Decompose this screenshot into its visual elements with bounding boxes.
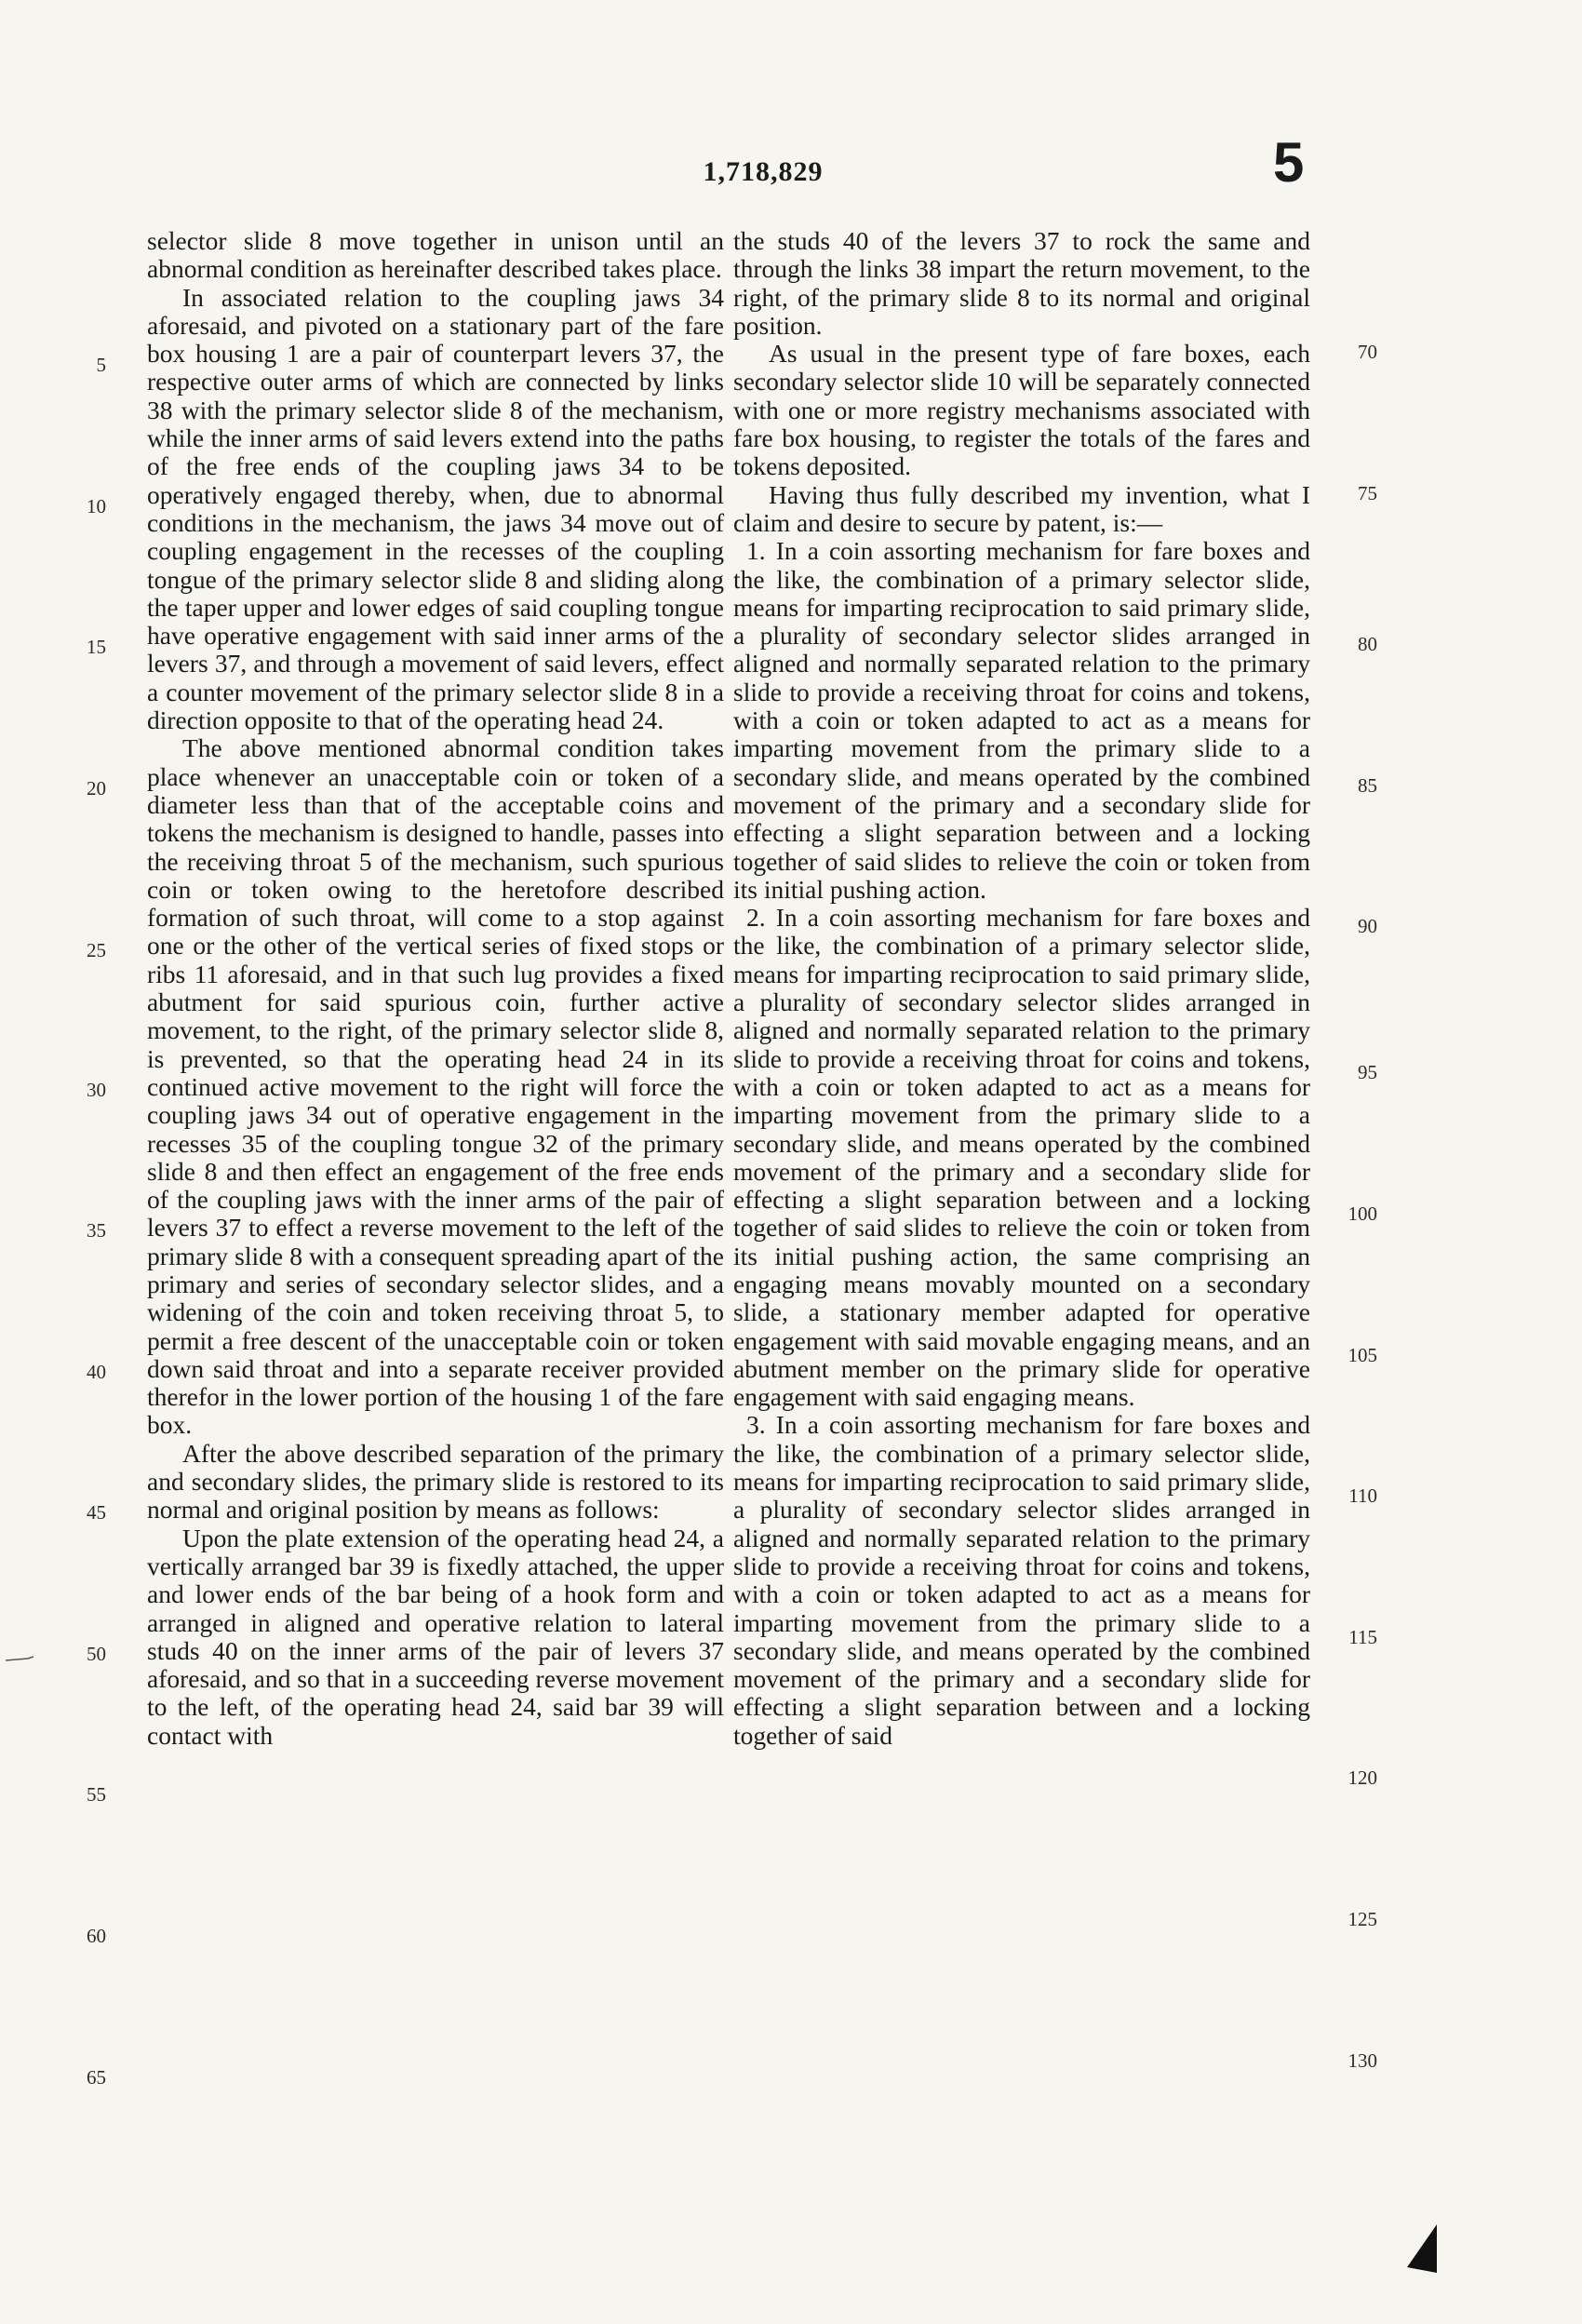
line-number: 80 [1358, 633, 1377, 655]
paragraph: As usual in the present type of fare boxes, each secondary selector slide 10 will be separately connected with one or more registry mechanisms associated with fare box housing, to register the totals of the fares and tokens deposited. [733, 339, 1310, 481]
paragraph: selector slide 8 move together in unison until an abnormal condition as hereinafter described takes place. [147, 226, 724, 284]
line-number: 35 [87, 1219, 106, 1242]
line-number: 30 [87, 1079, 106, 1101]
line-number: 70 [1358, 341, 1377, 363]
line-number: 40 [87, 1361, 106, 1383]
line-number: 95 [1358, 1061, 1377, 1083]
patent-number: 1,718,829 [703, 156, 824, 187]
right-column [733, 227, 1310, 1750]
line-number: 55 [87, 1783, 106, 1806]
paragraph: The above mentioned abnormal condition takes place whenever an unacceptable coin or token of a diameter less than that of the acceptable coins and tokens the mechanism is designed to handle, passes into the receiving throat 5 of the mechanism, such spurious coin or token owing to the heretofore described formation of such throat, will come to a stop against one or the other of the vertical series of fixed stops or ribs 11 aforesaid, and in that such lug provides a fixed abutment for said spurious coin, further active movement, to the right, of the primary selector slide 8, is prevented, so that the operating head 24 in its continued active movement to the right will force the coupling jaws 34 out of operative engagement in the recesses 35 of the coupling tongue 32 of the primary slide 8 and then effect an engagement of the free ends of the coupling jaws with the inner arms of the pair of levers 37 to effect a reverse movement to the left of the primary slide 8 with a consequent spreading apart of the primary and series of secondary selector slides, and a widening of the coin and token receiving throat 5, to permit a free descent of the unacceptable coin or token down said throat and into a separate receiver provided therefor in the lower portion of the housing 1 of the fare box. [147, 733, 724, 1440]
line-number: 85 [1358, 774, 1377, 797]
claim-paragraph: 1. In a coin assorting mechanism for fare boxes and the like, the combination of a primary selector slide, means for imparting reciprocation to said primary slide, a plurality of secondary selector slides arranged in aligned and normally separated relation to the primary slide to provide a receiving throat for coins and tokens, with a coin or token adapted to act as a means for imparting movement from the primary slide to a secondary slide, and means operated by the combined movement of the primary and a secondary slide for effecting a slight separation between and a locking together of said slides to relieve the coin or token from its initial pushing action. [733, 536, 1310, 904]
line-number: 110 [1348, 1484, 1377, 1507]
line-number: 60 [87, 1925, 106, 1947]
line-number: 15 [87, 636, 106, 658]
line-number: 10 [87, 495, 106, 517]
line-number: 90 [1358, 915, 1377, 937]
line-number: 5 [96, 354, 106, 376]
corner-mark-icon [1405, 2224, 1442, 2273]
line-number: 75 [1358, 482, 1377, 504]
line-number: 115 [1348, 1626, 1377, 1648]
paragraph: the studs 40 of the levers 37 to rock the same and through the links 38 impart the return movement, to the right, of the primary slide 8 to its normal and original position. [733, 226, 1310, 340]
line-number: 25 [87, 939, 106, 961]
line-number: 20 [87, 777, 106, 799]
paragraph: After the above described separation of the primary and secondary slides, the primary slide is restored to its normal and original position by means as follows: [147, 1438, 724, 1525]
claim-paragraph: 3. In a coin assorting mechanism for fare boxes and the like, the combination of a primary selector slide, means for imparting reciprocation to said primary slide, a plurality of secondary selector slides arranged in aligned and normally separated relation to the primary slide to provide a receiving throat for coins and tokens, with a coin or token adapted to act as a means for imparting movement from the primary slide to a secondary slide, and means operated by the combined movement of the primary and a secondary slide for effecting a slight separation between and a locking together of said [733, 1410, 1310, 1750]
paragraph: In associated relation to the coupling jaws 34 aforesaid, and pivoted on a stationary part of the fare box housing 1 are a pair of counterpart levers 37, the respective outer arms of which are connected by links 38 with the primary selector slide 8 of the mechanism, while the inner arms of said levers extend into the paths of the free ends of the coupling jaws 34 to be operatively engaged thereby, when, due to abnormal conditions in the mechanism, the jaws 34 move out of coupling engagement in the recesses of the coupling tongue of the primary selector slide 8 and sliding along the taper upper and lower edges of said coupling tongue have operative engagement with said inner arms of the levers 37, and through a movement of said levers, effect a counter movement of the primary selector slide 8 in a direction opposite to that of the operating head 24. [147, 282, 724, 735]
line-number: 100 [1347, 1202, 1377, 1225]
line-number: 120 [1347, 1767, 1377, 1789]
left-column [147, 227, 724, 1750]
line-number: 130 [1347, 2049, 1377, 2072]
paragraph: Having thus fully described my invention, what I claim and desire to secure by patent, is:— [733, 479, 1310, 537]
margin-mark-icon [6, 1655, 34, 1664]
line-number: 45 [87, 1501, 106, 1524]
page-number: 5 [1273, 131, 1305, 194]
line-number: 125 [1347, 1908, 1377, 1930]
paragraph: Upon the plate extension of the operating head 24, a vertically arranged bar 39 is fixedly attached, the upper and lower ends of the bar being of a hook form and arranged in aligned and operative relation to lateral studs 40 on the inner arms of the pair of levers 37 aforesaid, and so that in a succeeding reverse movement to the left, of the operating head 24, said bar 39 will contact with [147, 1523, 724, 1750]
line-number: 65 [87, 2066, 106, 2089]
line-number: 50 [87, 1643, 106, 1665]
claim-paragraph: 2. In a coin assorting mechanism for fare boxes and the like, the combination of a primary selector slide, means for imparting reciprocation to said primary slide, a plurality of secondary selector slides arranged in aligned and normally separated relation to the primary slide to provide a receiving throat for coins and tokens, with a coin or token adapted to act as a means for imparting movement from the primary slide to a secondary slide, and means operated by the combined movement of the primary and a secondary slide for effecting a slight separation between and a locking together of said slides to relieve the coin or token from its initial pushing action, the same comprising an engaging means movably mounted on a secondary slide, a stationary member adapted for operative engagement with said movable engaging means, and an abutment member on the primary slide for operative engagement with said engaging means. [733, 903, 1310, 1412]
line-number: 105 [1347, 1344, 1377, 1366]
